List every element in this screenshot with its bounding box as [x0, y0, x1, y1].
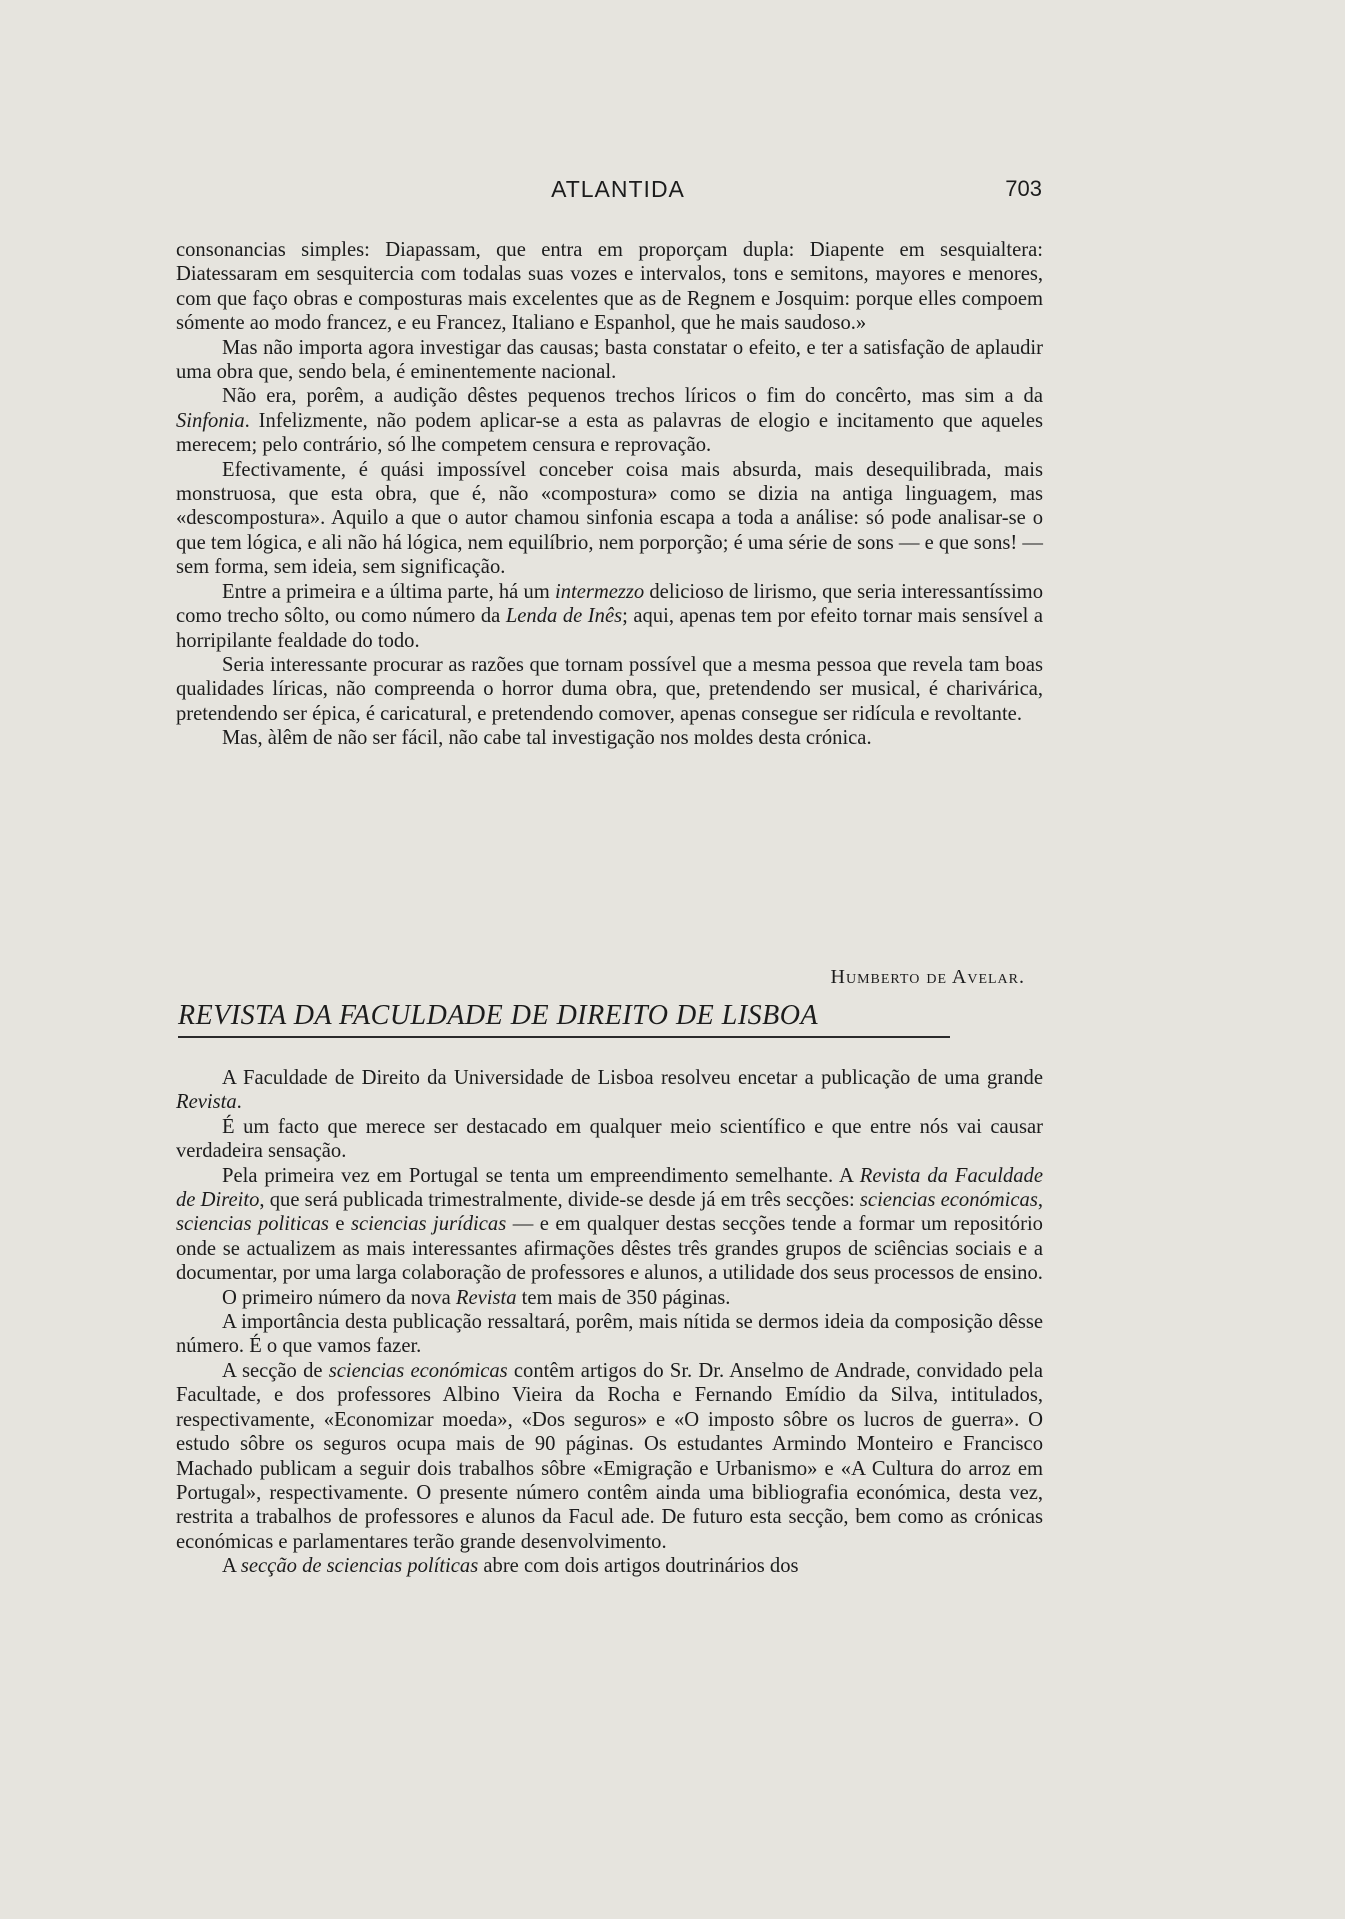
paragraph: A secção de sciencias económicas contêm artigos do Sr. Dr. Anselmo de Andrade, convidado pela Facultade, e dos professores Albino Vieira da Rocha e Fernando Emídio da Silva, intitulados, respectivamente, «Economizar moeda», «Dos seguros» e «O imposto sôbre os lucros de guerra». O estudo sôbre os seguros ocupa mais de 90 páginas. Os estudantes Armindo Monteiro e Francisco Machado publicam a seguir dois trabalhos sôbre «Emigração e Urbanismo» e «A Cultura do arroz em Portugal», respectivamente. O presente número contêm ainda uma bibliografia económica, desta vez, restrita a trabalhos de professores e alunos da Facul ade. De futuro esta secção, bem como as crónicas económicas e parlamentares terão grande desenvolvimento. [176, 1359, 1043, 1553]
paragraph: Mas não importa agora investigar das causas; basta constatar o efeito, e ter a satisfação de aplaudir uma obra que, sendo bela, é eminentemente nacional. [176, 336, 1043, 384]
paragraph: Não era, porêm, a audição dêstes pequenos trechos líricos o fim do concêrto, mas sim a da Sinfonia. Infelizmente, não podem aplicar-se a esta as palavras de elogio e incitamento que aqueles merecem; pelo contrário, só lhe competem censura e reprovação. [176, 385, 1043, 457]
paragraph: Mas, àlêm de não ser fácil, não cabe tal investigação nos moldes desta crónica. [222, 727, 872, 750]
paragraph: O primeiro número da nova Revista tem mais de 350 páginas. [222, 1286, 731, 1309]
article-body [176, 1066, 1043, 1579]
article-body [176, 238, 1043, 751]
paragraph: A importância desta publicação ressaltará, porêm, mais nítida se dermos ideia da composição dêsse número. É o que vamos fazer. [176, 1311, 1043, 1358]
paragraph: Efectivamente, é quási impossível conceber coisa mais absurda, mais desequilibrada, mais monstruosa, que esta obra, que é, não «compostura» como se dizia na antiga linguagem, mas «descompostura». Aquilo a que o autor chamou sinfonia escapa a toda a análise: só pode analisar-se o que tem lógica, e ali não há lógica, nem equilíbrio, nem porporção; é uma série de sons — e que sons! — sem forma, sem ideia, sem significação. [176, 458, 1043, 579]
paragraph: Entre a primeira e a última parte, há um intermezzo delicioso de lirismo, que seria interessantíssimo como trecho sôlto, ou como número da Lenda de Inês; aqui, apenas tem por efeito tornar mais sensível a horripilante fealdade do todo. [176, 580, 1043, 652]
paragraph: Seria interessante procurar as razões que tornam possível que a mesma pessoa que revela tam boas qualidades líricas, não compreenda o horror duma obra, que, pretendendo ser musical, é charivárica, pretendendo ser épica, é caricatural, e pretendendo comover, apenas consegue ser ridícula e revoltante. [176, 653, 1043, 725]
paragraph: Pela primeira vez em Portugal se tenta um empreendimento semelhante. A Revista da Faculdade de Direito, que será publicada trimestralmente, divide-se desde já em três secções: sciencias económicas, sciencias politicas e sciencias jurídicas — e em qualquer destas secções tende a formar um repositório onde se actualizem as mais interessantes afirmações dêstes três grandes grupos de sciências sociais e a documentar, por uma larga colaboração de professores e alunos, a utilidade dos seus processos de ensino. [176, 1164, 1043, 1285]
page-number: 703 [1005, 176, 1042, 201]
paragraph: A Faculdade de Direito da Universidade de Lisboa resolveu encetar a publicação de uma grande Revista. [176, 1067, 1043, 1114]
paragraph: consonancias simples: Diapassam, que entra em proporçam dupla: Diapente em sesquialtera: Diatessaram em sesquitercia com todalas suas vozes e intervalos, tons e semitons, mayores e menores, com que faço obras e composturas mais excelentes que as de Regnem e Josquim: porque elles compoem sómente ao modo francez, e eu Francez, Italiano e Espanhol, que he mais saudoso.» [176, 239, 1043, 335]
running-head [176, 176, 1060, 208]
paragraph: A secção de sciencias políticas abre com dois artigos doutrinários dos [222, 1555, 799, 1578]
journal-title: ATLANTIDA [551, 176, 685, 202]
section-heading: REVISTA DA FACULDADE DE DIREITO DE LISBOA [178, 1000, 950, 1038]
author-signature: Humberto de Avelar. [830, 966, 1025, 988]
paragraph: É um facto que merece ser destacado em qualquer meio scientífico e que entre nós vai causar verdadeira sensação. [176, 1115, 1043, 1163]
